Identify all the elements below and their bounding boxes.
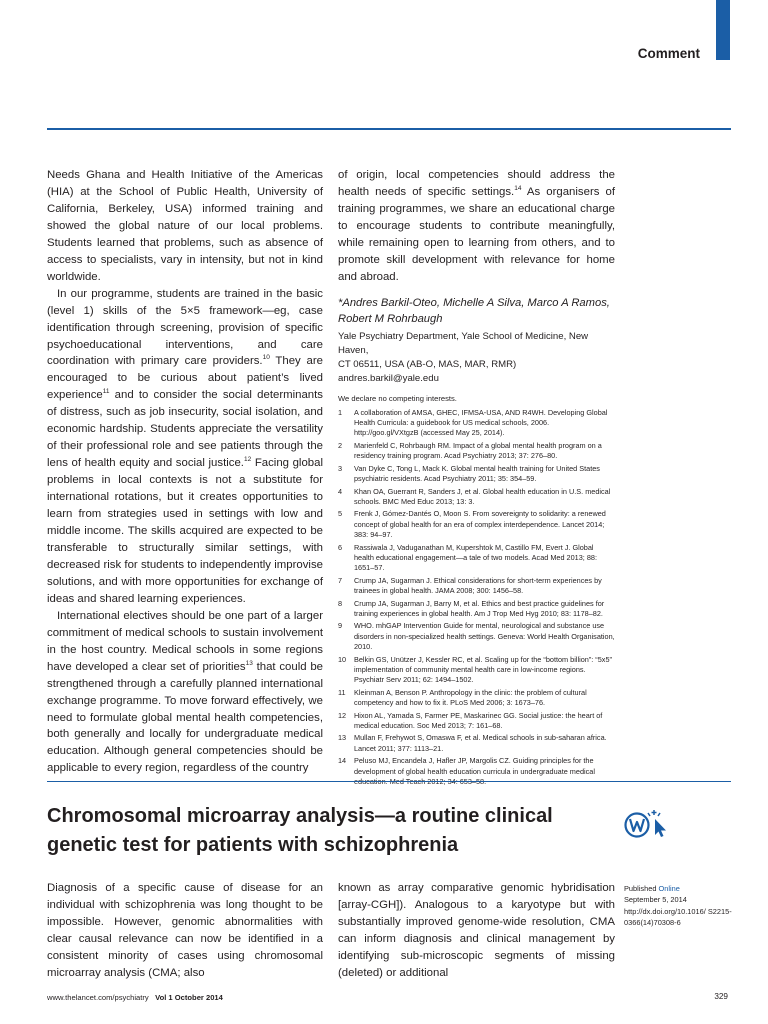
reference-list [338, 408, 615, 788]
reference-item [338, 408, 615, 439]
citation[interactable]: 11 [102, 388, 110, 396]
publication-info: Published Online September 5, 2014 http://dx.doi.org/10.1016/ S2215-0366(14)70308-6 [624, 883, 734, 929]
reference-number: 6 [338, 542, 343, 552]
reference-number: 7 [338, 575, 343, 585]
reference-text: Crump JA, Sugarman J. Ethical considerations for short-term experiences by trainees in global health. JAMA 2008; 300: 1456–58. [354, 575, 602, 596]
reference-text: Kleinman A, Benson P. Anthropology in the clinic: the problem of cultural competency and how to fix it. PLoS Med 2006; 3: 1673–76. [354, 687, 587, 708]
reference-item [338, 621, 615, 652]
reference-number: 13 [338, 733, 347, 743]
citation[interactable]: 14 [514, 184, 522, 192]
reference-item [338, 688, 615, 709]
paragraph: Needs Ghana and Health Initiative of the Americas (HIA) at the School of Public Health, University of California, Berkeley, USA) informed training and showed the global nature of our local problems. Students learned that problems, such as absence of access to specialists, vary in intensity, but not in kind worldwide. [47, 169, 323, 283]
article-title: Chromosomal microarray analysis—a routine clinical genetic test for patients with schizophrenia [47, 805, 553, 856]
reference-item [338, 711, 615, 732]
journal-url[interactable]: www.thelancet.com/psychiatry [47, 993, 149, 1002]
page-number: 329 [714, 992, 728, 1001]
paragraph: In our programme, students are trained in the basic (level 1) skills of the 5×5 framework—eg, case identification through screening, provision of specific psychoeducational interventions, and care coordination with primary care providers.$^{10}$ They are encouraged to be curious about patient’s lived experience$^{11}$ and to consider the social determinants of distress, such as job insecurity, social isolation, and economic hardship. Students appreciate the versatility of their professional role and see patients through the lens of health equity and social justice.$^{12}$ Facing global problems in local contexts is not a substitute for international rotations, but it creates opportunities to learn from strategies used in settings with low and middle income. The skills acquired are expected to be transferable to structurally similar settings, with decreased risk for students to independently improvise solutions, and with more opportunities for exchange of ideas and shared learning experiences. [47, 287, 323, 605]
reference-item [338, 599, 615, 620]
reference-text: A collaboration of AMSA, GHEC, IFMSA-USA, AND R4WH. Developing Global Health Curricula: a guidebook for US medical schools, 2006. http://goo.gl/VXtgzB (accessed May 25, 2014). [354, 407, 608, 438]
right-column [338, 167, 615, 789]
reference-number: 9 [338, 621, 343, 631]
reference-number: 5 [338, 509, 343, 519]
paragraph: of origin, local competencies should address the health needs of specific settings.$^{14}$ As organisers of training programmes, we share an educational charge to encourage students to contribute meaningfully, while remaining open to learning from others, and to promote skill development with relevance for home and abroad. [338, 169, 616, 283]
reference-text: Hixon AL, Yamada S, Farmer PE, Maskarinec GG. Social justice: the heart of medical education. Soc Med 2013; 7: 161–68. [354, 710, 603, 731]
reference-number: 10 [338, 654, 347, 664]
reference-number: 14 [338, 756, 347, 766]
online-link[interactable]: Online [658, 884, 680, 893]
reference-number: 8 [338, 598, 343, 608]
reference-number: 11 [338, 687, 346, 697]
article-column-right: known as array comparative genomic hybridisation [array-CGH]). Analogous to a karyotype but with substantially improved genome-wide resolution, CMA can inform diagnosis and clinical management by identifying sub-microscopic segments of missing (deleted) or additional [338, 882, 615, 979]
reference-item [338, 756, 615, 787]
article-column-left: Diagnosis of a specific cause of disease for an individual with schizophrenia was long thought to be impossible. However, genomic abnormalities with clear causal relevance can now be identified in a consistent minority of cases using chromosomal microarray analysis (CMA; also [47, 882, 323, 979]
reference-text: Van Dyke C, Tong L, Mack K. Global mental health training for United States psychiatric residents. Acad Psychiatry 2011; 35: 354–59. [354, 463, 600, 484]
reference-item [338, 576, 615, 597]
reference-number: 12 [338, 710, 347, 720]
reference-text: Peluso MJ, Encandela J, Hafler JP, Margolis CZ. Guiding principles for the development of global health education curricula in undergraduate medical [354, 756, 595, 776]
citation[interactable]: 10 [262, 354, 270, 362]
reference-text: WHO. mhGAP Intervention Guide for mental, neurological and substance use disorders in non-specialized health settings. Geneva: World Health Organisation, 2010. [354, 621, 615, 652]
section-label: Comment [637, 46, 700, 61]
reference-number: 2 [338, 440, 343, 450]
reference-text: Belkin GS, Unützer J, Kessler RC, et al. Scaling up for the “bottom billion”: “5x5” implementation of community mental health care in low-income regions. Psychiatr Serv 2011; 62: 1494–1502. [354, 654, 612, 685]
reference-text: Crump JA, Sugarman J, Barry M, et al. Ethics and best practice guidelines for training experiences in global health. Am J Trop Med Hyg 2010; 83: 1178–82. [354, 598, 605, 618]
reference-text: Marienfeld C, Rohrbaugh RM. Impact of a global mental health program on a residency training program. Acad Psychiatry 2013; 37: 276–80. [354, 440, 602, 461]
reference-text: Khan OA, Guerrant R, Sanders J, et al. Global health education in U.S. medical schools. BMC Med Educ 2013; 13: 3. [354, 486, 611, 506]
reference-item [338, 464, 615, 485]
doi-link[interactable]: http://dx.doi.org/10.1016/ S2215-0366(14)70308-6 [624, 906, 732, 928]
left-column [47, 167, 323, 777]
article-divider [47, 781, 731, 782]
author-list: *Andres Barkil-Oteo, Michelle A Silva, Marco A Ramos, Robert M Rohrbaugh [338, 296, 610, 326]
reference-item [338, 509, 615, 540]
page-footer [47, 993, 223, 1002]
reference-item [338, 441, 615, 462]
citation[interactable]: 12 [243, 456, 252, 464]
reference-text: Rassiwala J, Vaduganathan M, Kupershtok M, Castillo FM, Evert J. Global health educational engagement—a tale of two models. Acad Med 2013; 88: 1651–57. [354, 542, 597, 573]
issue-info: Vol 1 October 2014 [155, 993, 223, 1002]
reference-text: Mullan F, Frehywot S, Omaswa F, et al. Medical schools in sub-saharan africa. Lancet 2011; 377: 1113–21. [354, 733, 607, 753]
reference-number: 4 [338, 486, 343, 496]
competing-interests: We declare no competing interests. [338, 393, 457, 403]
header-rule [47, 128, 731, 130]
section-color-tab [716, 0, 730, 60]
reference-number: 1 [338, 407, 343, 417]
reference-item [338, 655, 615, 686]
citation[interactable]: 13 [245, 659, 253, 667]
reference-number: 3 [338, 463, 343, 473]
paragraph: International electives should be one part of a larger commitment of medical schools to sustain involvement in the host country. Medical schools in some regions have developed a clear set of priorities$^{13}$ that could be strengthened through a carefully planned international exchange programme. To move forward effectively, we need to formulate global mental health competencies, both generally and locally for undergraduate medical education. Although general competencies should be applicable to every region, regardless of the country [47, 609, 323, 775]
author-email[interactable]: andres.barkil@yale.edu [338, 372, 439, 384]
reference-item [338, 487, 615, 508]
reference-item [338, 733, 615, 754]
wiley-cursor-icon[interactable] [624, 808, 670, 840]
reference-item [338, 543, 615, 574]
affiliation: Yale Psychiatry Department, Yale School of Medicine, New Haven, CT 06511, USA (AB-O, MAS, MAR, RMR) andres.barkil@yale.edu [338, 330, 615, 386]
reference-text: Frenk J, Gómez-Dantés O, Moon S. From sovereignty to solidarity: a renewed concept of global health for an era of complex interdependence. Lancet 2014; 383: 94–97. [354, 509, 606, 540]
